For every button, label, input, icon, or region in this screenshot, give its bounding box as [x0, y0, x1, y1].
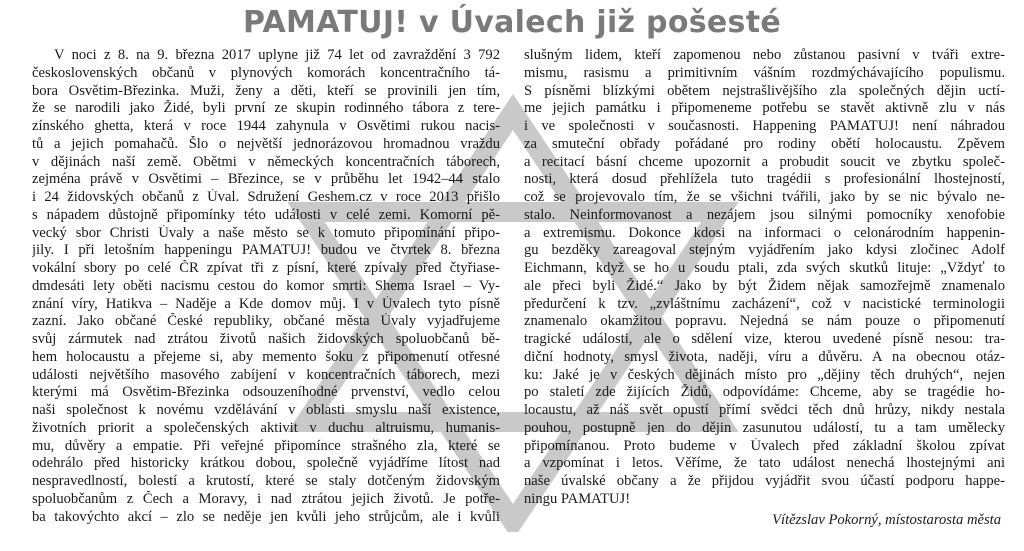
text-line: me jejich památku i připomeneme potřebu se stavět aktivně zlu v nás	[524, 100, 1005, 117]
text-line: že se narodili jako Židé, byli první ze skupin rodinného tábora z tere-	[32, 100, 500, 117]
text-line: události největšího masového zabíjení v koncentračních táborech, mezi	[32, 366, 500, 383]
text-line: jily. I při letošním happeningu PAMATUJ! budou ve čtvrtek 8. března	[32, 242, 500, 259]
text-line: V noci z 8. na 9. března 2017 uplyne již 74 let od zavraždění 3 792	[54, 47, 500, 63]
text-line: Eichmann, když se ho u soudu ptali, zda svých skutků lituje: „Vždyť to	[524, 260, 1005, 276]
text-line: i ve společnosti v současnosti. Happening PAMATUJ! není náhradou	[524, 118, 1005, 134]
text-line: kterými má Osvětim-Březinka odsouzeníhodné prvenství, vedlo celou	[32, 384, 500, 401]
text-line: což se projevovalo tím, že se všichni tvářili, jako by se nic bývalo ne-	[524, 189, 1005, 205]
article-column-right	[524, 47, 1005, 509]
text-line: vecký sbor Christi Úvaly a naše město se k tomuto připomínání připo-	[32, 224, 500, 241]
text-line: dmdesáti lety oběti nacismu cestou do komor smrti: Shema Israel – Vy-	[32, 277, 500, 294]
text-line: mu, důvěry a empatie. Při veřejné připomínce strašného zla, které se	[32, 437, 500, 454]
text-line: připomínanou. Proto budeme v Úvalech před základní školou zpívat	[524, 437, 1005, 454]
text-line: S písněmi blízkými obětem nejstrašlivějšího zla společných dějin uctí-	[524, 82, 1005, 99]
text-line: slušným lidem, kteří zapomenou nebo zůstanou pasivní v tváři extre-	[524, 47, 1005, 63]
text-line: hem holocaustu a přejeme si, aby memento šoku z připomenutí otřesné	[32, 348, 500, 365]
text-line: stalo. Neinformovanost a nezájem jsou silnými pomocníky xenofobie	[524, 206, 1005, 223]
text-line: pouhou, postupně jen do dějin zasunutou událostí, tu a tam umělecky	[524, 419, 1005, 436]
text-line: tragické události, ale o sdělení vize, kterou uvedené písně nesou: tra-	[524, 331, 1005, 347]
text-line: po staletí zde žijících Židů, odpovídáme: Chceme, aby se tragédie ho-	[524, 384, 1005, 401]
text-line: a recitací básní chceme upozornit a probudit soucit ve zbytku společ-	[524, 153, 1005, 170]
text-line: nespravedlností, bolestí a krutostí, které se staly dotčeným židovským	[32, 473, 500, 489]
text-line: znání víry, Hatikva – Naděje a Kde domov můj. I v Úvalech tyto písně	[32, 295, 500, 312]
text-line: ningu PAMATUJ!	[524, 490, 631, 507]
text-line: v dějinách naší země. Obětmi v německých koncentračních táborech,	[32, 153, 500, 170]
text-line: zazní. Jako občané České republiky, občané města Úvaly vyjadřujeme	[32, 313, 500, 330]
article-title: PAMATUJ! v Úvalech již pošesté	[243, 5, 781, 40]
text-line: mismu, rasismu a primitivním vášním rozdmýchávajícího populismu.	[524, 64, 1005, 81]
text-line: životních priorit a společenských aktivit v duchu altruismu, humanis-	[32, 419, 500, 436]
text-line: tů a jejich pomahačů. Šlo o největší jednorázovou hromadnou vraždu	[32, 135, 500, 152]
text-line: nosti, která dosud přehlížela tuto tragédii s profesionální lhostejností,	[524, 171, 1005, 188]
text-line: svůj zármutek nad ztrátou životů našich židovských spoluobčanů bě-	[32, 331, 500, 347]
text-line: odehrálo před historicky krátkou dobou, společně vyjádříme lítost nad	[32, 455, 500, 472]
text-line: s nápadem důstojně připomínky této události v celé zemi. Komorní pě-	[32, 206, 500, 223]
text-line: zejména právě v Osvětimi – Březince, se v průběhu let 1942–44 stalo	[32, 171, 500, 188]
text-line: a vzpomínat i letos. Věříme, že tato událost nenechá lhostejnými ani	[524, 455, 1005, 472]
text-line: ba takovýchto akcí – zlo se neděje jen kvůli jeho strůjcům, ale i kvůli	[32, 508, 500, 525]
text-line: i 24 židovských občanů z Úval. Sdružení Geshem.cz v roce 2013 přišlo	[32, 189, 500, 205]
text-line: naši společnost k novému vzdělávání v oblasti smyslu naší existence,	[32, 402, 500, 418]
text-line: a extremismu. Dokonce kdosi na informaci o celonárodním happenin-	[524, 224, 1005, 241]
text-line: bora Osvětim-Březinka. Muži, ženy a děti, kteří se provinili jen tím,	[32, 82, 500, 99]
text-line: spoluobčanům z Čech a Moravy, i nad ztrátou jejich životů. Je potře-	[32, 490, 500, 507]
text-line: za smuteční obřady pořádané pro rodiny obětí holocaustu. Zpěvem	[524, 135, 1005, 152]
text-line: vokální sbory po celé ČR zpívat tři z písní, které zpívaly před čtyřiase-	[32, 260, 500, 276]
text-line: znamenalo okamžitou popravu. Nejedná se nám pouze o připomenutí	[524, 313, 1005, 330]
text-line: československých občanů v plynových komorách koncentračního tá-	[32, 64, 500, 81]
text-line: ku: Jaké je v českých dějinách místo pro „dějiny těch druhých“, nejen	[524, 366, 1005, 383]
text-line: diční hodnoty, smysl života, naději, víru a důvěru. A na obecnou otáz-	[524, 348, 1005, 365]
text-line: gu bezděky zareagoval stejným vyjádřením jako kdysi zločinec Adolf	[524, 242, 1005, 259]
author-signature: Vítězslav Pokorný, místostarosta města	[772, 512, 1001, 528]
text-line: locaustu, až náš svět opustí přímí svědci těch dnů hrůzy, nikdy nestala	[524, 402, 1005, 418]
text-line: předurčení k tzv. „zvláštnímu zacházení“, což v nacistické terminologii	[524, 295, 1005, 312]
text-line: zínského ghetta, která v roce 1944 zahynula v Osvětimi rukou nacis-	[32, 118, 500, 134]
article-column-left	[32, 47, 500, 526]
text-line: ale přeci byli Židé.“ Jako by být Židem nějak samozřejmě znamenalo	[524, 277, 1005, 294]
text-line: naše úvalské občany a že přijdou vyjádřit svou účastí podporu happe-	[524, 473, 1005, 489]
